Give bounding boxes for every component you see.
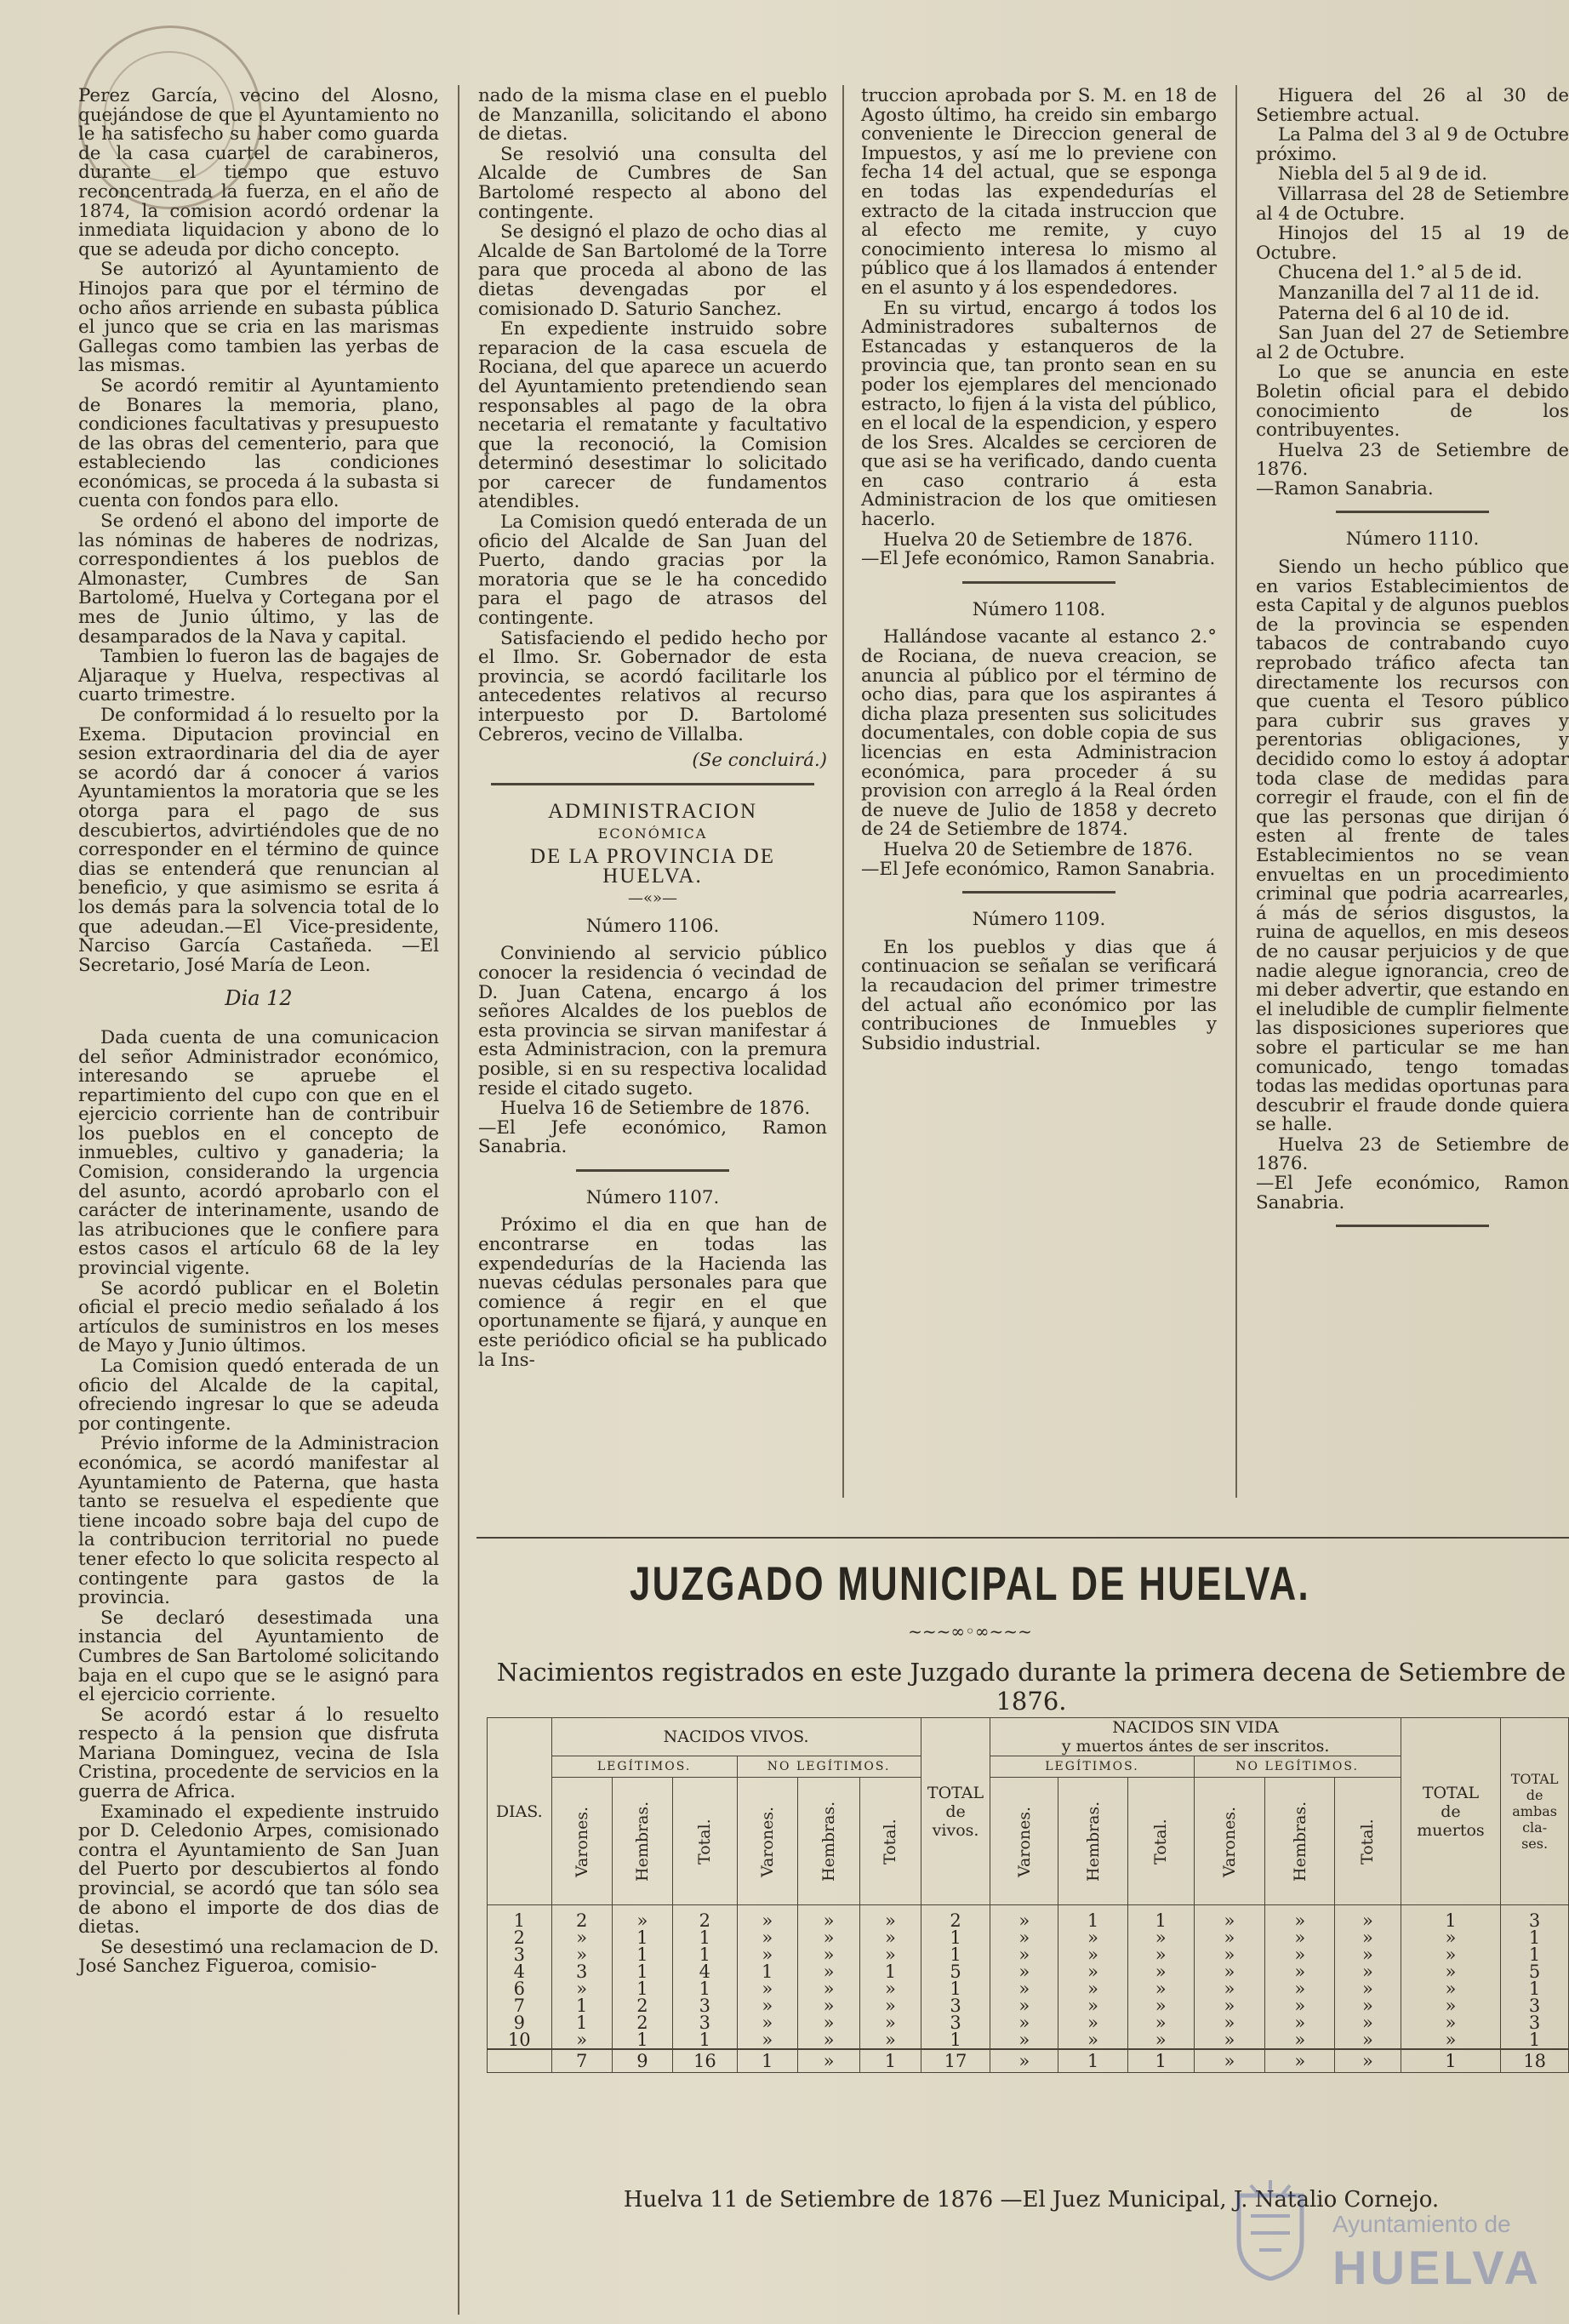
paragraph: Se ordenó el abono del importe de las nóminas de haberes de nodrizas, correspondientes á los pueblos de Almonaster, Cumbres de San Bartolomé, Huelva y Cortegana por el mes de Junio último, y las de desamparados de la Nava y capital. [78, 511, 439, 648]
separator [1336, 1225, 1489, 1227]
table-cell: 1 [612, 1980, 672, 1997]
table-cell: » [551, 1946, 612, 1963]
total-cell: 9 [612, 2049, 672, 2073]
table-cell: » [1194, 1905, 1265, 1930]
notice-number: Número 1110. [1345, 528, 1480, 551]
total-cell: 1 [1401, 2049, 1500, 2073]
total-cell: 1 [1127, 2049, 1194, 2073]
table-cell: 1 [673, 1980, 738, 1997]
table-cell: » [737, 1946, 797, 1963]
separator [491, 783, 814, 785]
table-cell: 5 [1501, 1963, 1569, 1980]
ornament: —«»— [627, 889, 678, 908]
total-cell: » [797, 2049, 859, 2073]
table-cell: » [551, 2031, 612, 2049]
table-cell: 3 [921, 1997, 990, 2014]
table-cell: 1 [488, 1905, 552, 1930]
table-cell: » [797, 1963, 859, 1980]
header-total: Total. [860, 1778, 921, 1905]
table-cell: 1 [921, 2031, 990, 2049]
table-cell: 4 [673, 1963, 738, 1980]
table-cell: » [1265, 2031, 1335, 2049]
notice-text: Hallándose vacante al estanco 2.° de Rociana, de nueva creacion, se anuncia al público por el término de ocho dias, para que los aspirantes á dicha plaza presenten sus solicitudes documentales, con doble copia de sus licencias en esta Administracion económica, para proceder á su provision con arreglo á la Real órden de nueve de Julio de 1858 y decreto de 24 de Setiembre de 1874. [861, 626, 1217, 841]
table-cell: » [1058, 1980, 1128, 1997]
table-cell: 1 [860, 1963, 921, 1980]
table-cell: » [1058, 1997, 1128, 2014]
table-cell: » [1127, 1963, 1194, 1980]
table-cell: 1 [673, 2031, 738, 2049]
table-cell: » [1194, 1929, 1265, 1946]
table-cell: » [797, 2014, 859, 2031]
header-total-vivos: TOTAL de vivos. [921, 1718, 990, 1905]
paragraph: Tambien lo fueron las de bagajes de Aljaraque y Huelva, respectivas al cuarto trimestre. [78, 646, 439, 706]
city-crest-watermark-icon [1234, 2178, 1307, 2281]
total-cell: 17 [921, 2049, 990, 2073]
table-cell: » [860, 1997, 921, 2014]
column-3 [861, 87, 1217, 1054]
notice-text: Siendo un hecho público que en varios Establecimientos de esta Capital y de algunos pueblos de la provincia se espenden tabacos de contrabando cuyo reprobado tráfico afecta tan directamente los recursos con que cuenta el Tesoro público para cubrir sus graves y perentorias obligaciones, y decidido como lo estoy á adoptar toda clase de medidas para corregir el fraude, con el fin de que las personas que dirijan ó esten al frente de tales Establecimientos no se vean envueltas en un procedimiento criminal que podria acarrearles, á más de sérios disgustos, la ruina de aquellos, en mis deseos de no causar perjuicios y de que nadie alegue ignorancia, creo de mi deber advertir, que estando en el ineludible de cumplir fielmente las disposiciones superiores que sobre el particular se me han comunicado, tengo tomadas todas las medidas oportunas para descubrir el fraude donde quiera se halle. [1256, 557, 1569, 1136]
schedule-line: Villarrasa del 28 de Setiembre al 4 de Octubre. [1256, 183, 1569, 225]
table-cell: 1 [1401, 1905, 1500, 1930]
table-cell: » [1194, 1963, 1265, 1980]
table-cell: » [1194, 1946, 1265, 1963]
header-varones: Varones. [551, 1778, 612, 1905]
header-dias: DIAS. [488, 1718, 552, 1905]
table-cell: » [990, 1929, 1058, 1946]
header-hembras: Hembras. [1265, 1778, 1335, 1905]
table-cell: » [1265, 1929, 1335, 1946]
column-rule [842, 85, 844, 1498]
ornament: ~~~∞◦∞~~~ [908, 1621, 1032, 1642]
column-rule [458, 85, 459, 2315]
table-cell: 2 [673, 1905, 738, 1930]
table-cell: 3 [921, 2014, 990, 2031]
table-cell: » [1127, 1980, 1194, 1997]
total-cell: 18 [1501, 2049, 1569, 2073]
table-cell: » [860, 1946, 921, 1963]
table-cell: » [797, 1905, 859, 1930]
table-cell: » [1401, 1946, 1500, 1963]
header-varones: Varones. [990, 1778, 1058, 1905]
table-cell: 1 [673, 1929, 738, 1946]
column-2 [478, 87, 827, 1371]
table-cell: » [797, 1997, 859, 2014]
watermark-line2: HUELVA [1332, 2241, 1542, 2294]
table-cell: 1 [1501, 1946, 1569, 1963]
paragraph: Se acordó estar á lo resuelto respecto á la pension que disfruta Mariana Dominguez, vecina de Isla Cristina, procedente de servicios en la guerra de Africa. [78, 1704, 439, 1803]
table-cell: » [1058, 2014, 1128, 2031]
table-cell: » [1058, 1929, 1128, 1946]
table-cell: 1 [612, 1963, 672, 1980]
separator [962, 581, 1115, 584]
table-cell: » [737, 1929, 797, 1946]
table-cell: » [1335, 1963, 1401, 1980]
header-legitimos: LEGÍTIMOS. [990, 1756, 1194, 1778]
total-cell: 1 [1058, 2049, 1128, 2073]
table-cell: » [990, 1980, 1058, 1997]
table-cell: 2 [612, 1997, 672, 2014]
header-nacidos-sin-vida-line1: NACIDOS SIN VIDA [1112, 1718, 1279, 1737]
table-cell: » [860, 1980, 921, 1997]
table-cell: » [1265, 1946, 1335, 1963]
header-varones: Varones. [1194, 1778, 1265, 1905]
juzgado-signature: Huelva 11 de Setiembre de 1876 —El Juez Municipal, J. Natalio Cornejo. [623, 2187, 1440, 2213]
table-cell: 1 [612, 2031, 672, 2049]
table-cell: 2 [612, 2014, 672, 2031]
schedule-line: San Juan del 27 de Setiembre al 2 de Octubre. [1256, 323, 1569, 363]
table-cell: » [1401, 1980, 1500, 1997]
notice-signature: Huelva 20 de Setiembre de 1876. —El Jefe económico, Ramon Sanabria. [861, 528, 1216, 570]
table-cell: » [990, 2014, 1058, 2031]
table-cell: 2 [921, 1905, 990, 1930]
schedule-line: Paterna del 6 al 10 de id. [1278, 302, 1510, 324]
table-cell: » [797, 1980, 859, 1997]
header-legitimos: LEGÍTIMOS. [551, 1756, 737, 1778]
table-cell: » [990, 1997, 1058, 2014]
table-cell: 9 [488, 2014, 552, 2031]
table-cell: » [1335, 1946, 1401, 1963]
notice-text: Lo que se anuncia en este Boletin oficial para el debido conocimiento de los contribuyentes. [1256, 362, 1569, 442]
section-province: DE LA PROVINCIA DE HUELVA. [529, 844, 776, 888]
table-cell: » [1127, 2031, 1194, 2049]
table-cell: 1 [612, 1946, 672, 1963]
table-cell: » [1335, 1929, 1401, 1946]
schedule-line: Higuera del 26 al 30 de Setiembre actual. [1256, 87, 1569, 126]
table-cell: » [737, 1905, 797, 1930]
header-nacidos-sin-vida-line2: y muertos ántes de ser inscritos. [1061, 1737, 1330, 1756]
table-cell: » [1194, 2014, 1265, 2031]
notice-number: Número 1108. [972, 598, 1106, 620]
table-cell: » [1058, 2031, 1128, 2049]
header-total: Total. [1335, 1778, 1401, 1905]
table-cell: 3 [673, 1997, 738, 2014]
table-cell: » [1401, 1963, 1500, 1980]
table-cell: 3 [1501, 1905, 1569, 1930]
table-cell: » [1401, 2031, 1500, 2049]
total-cell [488, 2049, 552, 2073]
table-row [488, 1963, 1569, 1980]
table-cell: 1 [551, 2014, 612, 2031]
schedule-line: La Palma del 3 al 9 de Octubre próximo. [1256, 124, 1569, 165]
column-1 [78, 87, 439, 1978]
paragraph: En expediente instruido sobre reparacion de la casa escuela de Rociana, del que aparece un acuerdo del Ayuntamiento pretendiendo sean responsables al pago de la obra necetaria el rematante y facultativo que la reconoció, la Comision determinó desestimar lo solicitado por carecer de fundamentos atendibles. [478, 318, 827, 513]
header-hembras: Hembras. [797, 1778, 859, 1905]
table-cell: » [990, 2031, 1058, 2049]
column-4 [1256, 87, 1569, 1244]
section-rule [476, 1537, 1569, 1539]
table-cell: 10 [488, 2031, 552, 2049]
table-cell: 1 [1501, 2031, 1569, 2049]
table-cell: » [990, 1963, 1058, 1980]
table-cell: 2 [488, 1929, 552, 1946]
table-cell: » [1127, 1946, 1194, 1963]
table-cell: » [860, 1929, 921, 1946]
header-nacidos-vivos: NACIDOS VIVOS. [551, 1718, 921, 1756]
table-cell: 1 [921, 1946, 990, 1963]
table-cell: » [1335, 1980, 1401, 1997]
column-rule [1235, 85, 1237, 1498]
total-cell: 7 [551, 2049, 612, 2073]
table-cell: » [990, 1946, 1058, 1963]
section-title: ADMINISTRACION [547, 799, 758, 823]
table-cell: » [860, 2031, 921, 2049]
table-cell: » [1265, 2014, 1335, 2031]
table-cell: » [1265, 1980, 1335, 1997]
paragraph: Se autorizó al Ayuntamiento de Hinojos para que por el término de ocho años arriende en subasta pública el junco que se cria en las marismas Gallegas como tambien las yerbas de las mismas. [78, 259, 439, 377]
header-hembras: Hembras. [1058, 1778, 1128, 1905]
notice-text: En su virtud, encargo á todos los Administradores subalternos de Estancadas y estanqueros de la provincia que, tan pronto sean en su poder los ejemplares del mencionado estracto, lo fijen á la vista del público, en el local de la espendicion, y espero de los Sres. Alcaldes se cercioren de que asi se ha verificado, dando cuenta en caso contrario á esta Administracion de los que omitiesen hacerlo. [861, 297, 1217, 531]
paragraph: Se declaró desestimada una instancia del Ayuntamiento de Cumbres de San Bartolomé solicitando baja en el cupo que se le asignó para el ejercicio corriente. [78, 1607, 439, 1706]
table-cell: 2 [551, 1905, 612, 1930]
table-cell: » [1265, 1905, 1335, 1930]
table-cell: » [612, 1905, 672, 1930]
table-cell: » [1401, 1997, 1500, 2014]
table-cell: » [737, 1997, 797, 2014]
table-cell: 1 [737, 1963, 797, 1980]
table-cell: » [860, 1905, 921, 1930]
table-cell: » [1194, 2031, 1265, 2049]
paragraph: Se resolvió una consulta del Alcalde de Cumbres de San Bartolomé respecto al abono del contingente. [478, 143, 827, 223]
paragraph: La Comision quedó enterada de un oficio del Alcalde de la capital, ofreciendo ingresar lo que se adeuda por contingente. [78, 1356, 439, 1435]
table-cell: » [1265, 1963, 1335, 1980]
table-row [488, 2014, 1569, 2031]
table-row [488, 1997, 1569, 2014]
day-heading: Dia 12 [225, 986, 293, 1011]
to-be-continued: (Se concluirá.) [692, 750, 827, 772]
header-hembras: Hembras. [612, 1778, 672, 1905]
table-cell: 1 [612, 1929, 672, 1946]
table-cell: » [1265, 1997, 1335, 2014]
paragraph: Satisfaciendo el pedido hecho por el Ilmo. Sr. Gobernador de esta provincia, se acordó facilitarle los antecedentes relativos al recurso interpuesto por D. Bartolomé Cebreros, vecino de Villalba. [478, 627, 827, 745]
table-cell: » [551, 1980, 612, 1997]
notice-signature: Huelva 20 de Setiembre de 1876. —El Jefe económico, Ramon Sanabria. [861, 838, 1216, 880]
paragraph: nado de la misma clase en el pueblo de Manzanilla, solicitando el abono de dietas. [478, 85, 827, 146]
table-cell: » [1335, 1905, 1401, 1930]
table-cell: 3 [1501, 2014, 1569, 2031]
table-row [488, 1905, 1569, 1930]
table-row [488, 1946, 1569, 1963]
table-cell: 5 [921, 1963, 990, 1980]
total-cell: » [1194, 2049, 1265, 2073]
table-cell: » [737, 2031, 797, 2049]
juzgado-title: JUZGADO MUNICIPAL DE HUELVA. [629, 1556, 1311, 1610]
header-no-legitimos: NO LEGÍTIMOS. [1194, 1756, 1401, 1778]
table-totals-row [488, 2049, 1569, 2073]
separator [1336, 511, 1489, 513]
paragraph: Perez García, vecino del Alosno, quejándose de que el Ayuntamiento no le ha satisfecho su haber como guarda de la casa cuartel de carabineros, durante el tiempo que estuvo reconcentrada la fuerza, en el año de 1874, la comision acordó ordenar la inmediata liquidacion y abono de lo que se adeuda por dicho concepto. [78, 85, 439, 260]
table-cell: » [1335, 2031, 1401, 2049]
table-cell: 6 [488, 1980, 552, 1997]
notice-text: Próximo el dia en que han de encontrarse en todas las expendedurías de la Hacienda las nuevas cédulas personales para que comience á regir en el que oportunamente se fijará, y aunque en este periódico oficial se ha publicado la Ins- [478, 1214, 827, 1371]
table-cell: 1 [921, 1929, 990, 1946]
watermark-line1: Ayuntamiento de [1332, 2211, 1511, 2237]
table-row [488, 2031, 1569, 2049]
total-cell: 1 [737, 2049, 797, 2073]
header-no-legitimos: NO LEGÍTIMOS. [737, 1756, 921, 1778]
table-cell: » [1401, 1929, 1500, 1946]
table-cell: 1 [1127, 1905, 1194, 1930]
table-cell: 4 [488, 1963, 552, 1980]
table-cell: » [737, 2014, 797, 2031]
table-cell: » [737, 1980, 797, 1997]
total-cell: » [1265, 2049, 1335, 2073]
total-cell: 1 [860, 2049, 921, 2073]
table-cell: » [551, 1929, 612, 1946]
paragraph: Dada cuenta de una comunicacion del señor Administrador económico, interesando se apruebe el repartimiento del cupo con que en el ejercicio corriente han de contribuir los pueblos en el concepto de inmuebles, cultivo y ganaderia; la Comision, considerando la urgencia del asunto, acordó aprobarlo con el carácter de interinamente, usando de las atribuciones que le confiere para estos casos el artículo 68 de la ley provincial vigente. [78, 1026, 439, 1280]
table-cell: » [1194, 1997, 1265, 2014]
table-cell: 3 [551, 1963, 612, 1980]
notice-text: En los pueblos y dias que á continuacion se señalan se verificará la recaudacion del primer trimestre del actual año económico por las contribuciones de Inmuebles y Subsidio industrial. [861, 936, 1217, 1054]
notice-signature: Huelva 23 de Setiembre de 1876. —Ramon Sanabria. [1256, 439, 1569, 500]
table-cell: » [797, 1929, 859, 1946]
paragraph: Se acordó publicar en el Boletin oficial el precio medio señalado á los artículos de suministros en los meses de Mayo y Junio últimos. [78, 1277, 439, 1357]
table-cell: 3 [1501, 1997, 1569, 2014]
paragraph: Se acordó remitir al Ayuntamiento de Bonares la memoria, plano, condiciones facultativas y presupuesto de las obras del cementerio, para que estableciendo las condiciones económicas, se proceda á la subasta si cuenta con fondos para ello. [78, 374, 439, 512]
paragraph: Se desestimó una reclamacion de D. José Sanchez Figueroa, comisio- [78, 1936, 439, 1978]
notice-text: Conviniendo al servicio público conocer la residencia ó vecindad de D. Juan Catena, encargo á los señores Alcaldes de los pueblos de esta provincia se sirvan manifestar á esta Administracion, con la premura posible, si en su respectiva localidad reside el citado sugeto. [478, 943, 827, 1099]
table-cell: 1 [1501, 1929, 1569, 1946]
table-cell: » [1335, 2014, 1401, 2031]
table-cell: 3 [488, 1946, 552, 1963]
table-cell: » [860, 2014, 921, 2031]
table-cell: » [1058, 1946, 1128, 1963]
total-cell: » [990, 2049, 1058, 2073]
births-table [487, 1717, 1569, 2073]
births-table-body [488, 1905, 1569, 2050]
paragraph: Prévio informe de la Administracion económica, se acordó manifestar al Ayuntamiento de Paterna, que hasta tanto se resuelva el espediente que tiene incoado sobre baja del cupo de la contribucion territorial no puede tener efecto lo que solicita respecto al contingente para gastos de la provincia. [78, 1433, 439, 1609]
notice-signature: Huelva 23 de Setiembre de 1876. —El Jefe económico, Ramon Sanabria. [1256, 1133, 1569, 1213]
notice-number: Número 1107. [585, 1186, 720, 1208]
table-cell: » [1058, 1963, 1128, 1980]
table-cell: » [990, 1905, 1058, 1930]
table-cell: » [1194, 1980, 1265, 1997]
paragraph: Se designó el plazo de ocho dias al Alcalde de San Bartolomé de la Torre para que proceda al abono de las dietas devengadas por el comisionado D. Saturio Sanchez. [478, 221, 827, 320]
paragraph: De conformidad á lo resuelto por la Exema. Diputacion provincial en sesion extraordinaria del dia de ayer se acordó dar á conocer á varios Ayuntamientos la moratoria que se les otorga para el pago de sus descubiertos, advirtiéndoles que de no corresponder en el término de quince dias se entenderá que renuncian al beneficio, y que asimismo se esrita á los demás para la solvencia total de lo que adeudan.—El Vice-presidente, Narciso García Castañeda. —El Secretario, José María de Leon. [78, 705, 439, 976]
schedule-line: Chucena del 1.° al 5 de id. [1278, 262, 1523, 284]
table-cell: » [1401, 2014, 1500, 2031]
table-cell: » [1335, 1997, 1401, 2014]
section-subtitle: ECONÓMICA [597, 825, 708, 842]
total-cell: » [1335, 2049, 1401, 2073]
notice-text: truccion aprobada por S. M. en 18 de Agosto último, ha creido sin embargo conveniente le Direccion general de Impuestos, y así me lo previene con fecha 14 del actual, que se esponga en todas las expendedurías el extracto de la citada instruccion que al efecto me remite, y cuyo conocimiento interesa lo mismo al público que á los llamados á entender en el asunto y á los espendedores. [861, 85, 1217, 299]
header-total-ambas: TOTAL de ambas cla- ses. [1501, 1718, 1569, 1905]
header-varones: Varones. [737, 1778, 797, 1905]
paragraph: Examinado el expediente instruido por D. Celedonio Arpes, comisionado contra el Ayuntamiento de San Juan del Puerto por descubiertos al fondo provincial, se acordó que tan sólo sea de abono el importe de dos dias de dietas. [78, 1801, 439, 1939]
header-total: Total. [1127, 1778, 1194, 1905]
table-cell: » [1127, 2014, 1194, 2031]
separator [576, 1169, 729, 1172]
table-cell: 1 [921, 1980, 990, 1997]
table-cell: 1 [1501, 1980, 1569, 1997]
schedule-line: Niebla del 5 al 9 de id. [1278, 163, 1487, 186]
table-row [488, 1980, 1569, 1997]
table-cell: 1 [673, 1946, 738, 1963]
table-cell: » [1127, 1997, 1194, 2014]
notice-number: Número 1106. [585, 915, 720, 937]
notice-signature: Huelva 16 de Setiembre de 1876. —El Jefe económico, Ramon Sanabria. [478, 1098, 827, 1158]
table-cell: 3 [673, 2014, 738, 2031]
table-cell: 7 [488, 1997, 552, 2014]
table-row [488, 1929, 1569, 1946]
table-cell: » [797, 2031, 859, 2049]
schedule-line: Hinojos del 15 al 19 de Octubre. [1256, 223, 1569, 264]
header-nacidos-sin-vida [990, 1718, 1401, 1756]
juzgado-subtitle: Nacimientos registrados en este Juzgado durante la primera decena de Setiembre de 1876. [496, 1658, 1566, 1716]
table-cell: 1 [551, 1997, 612, 2014]
notice-number: Número 1109. [972, 909, 1106, 931]
header-total: Total. [673, 1778, 738, 1905]
table-cell: » [1127, 1929, 1194, 1946]
total-cell: 16 [673, 2049, 738, 2073]
header-total-muertos: TOTAL de muertos [1401, 1718, 1500, 1905]
table-cell: 1 [1058, 1905, 1128, 1930]
separator [962, 891, 1115, 894]
schedule-line: Manzanilla del 7 al 11 de id. [1278, 282, 1540, 304]
table-cell: » [797, 1946, 859, 1963]
paragraph: La Comision quedó enterada de un oficio del Alcalde de San Juan del Puerto, dando gracias por la moratoria que se le ha concedido para el pago de atrasos del contingente. [478, 511, 827, 630]
